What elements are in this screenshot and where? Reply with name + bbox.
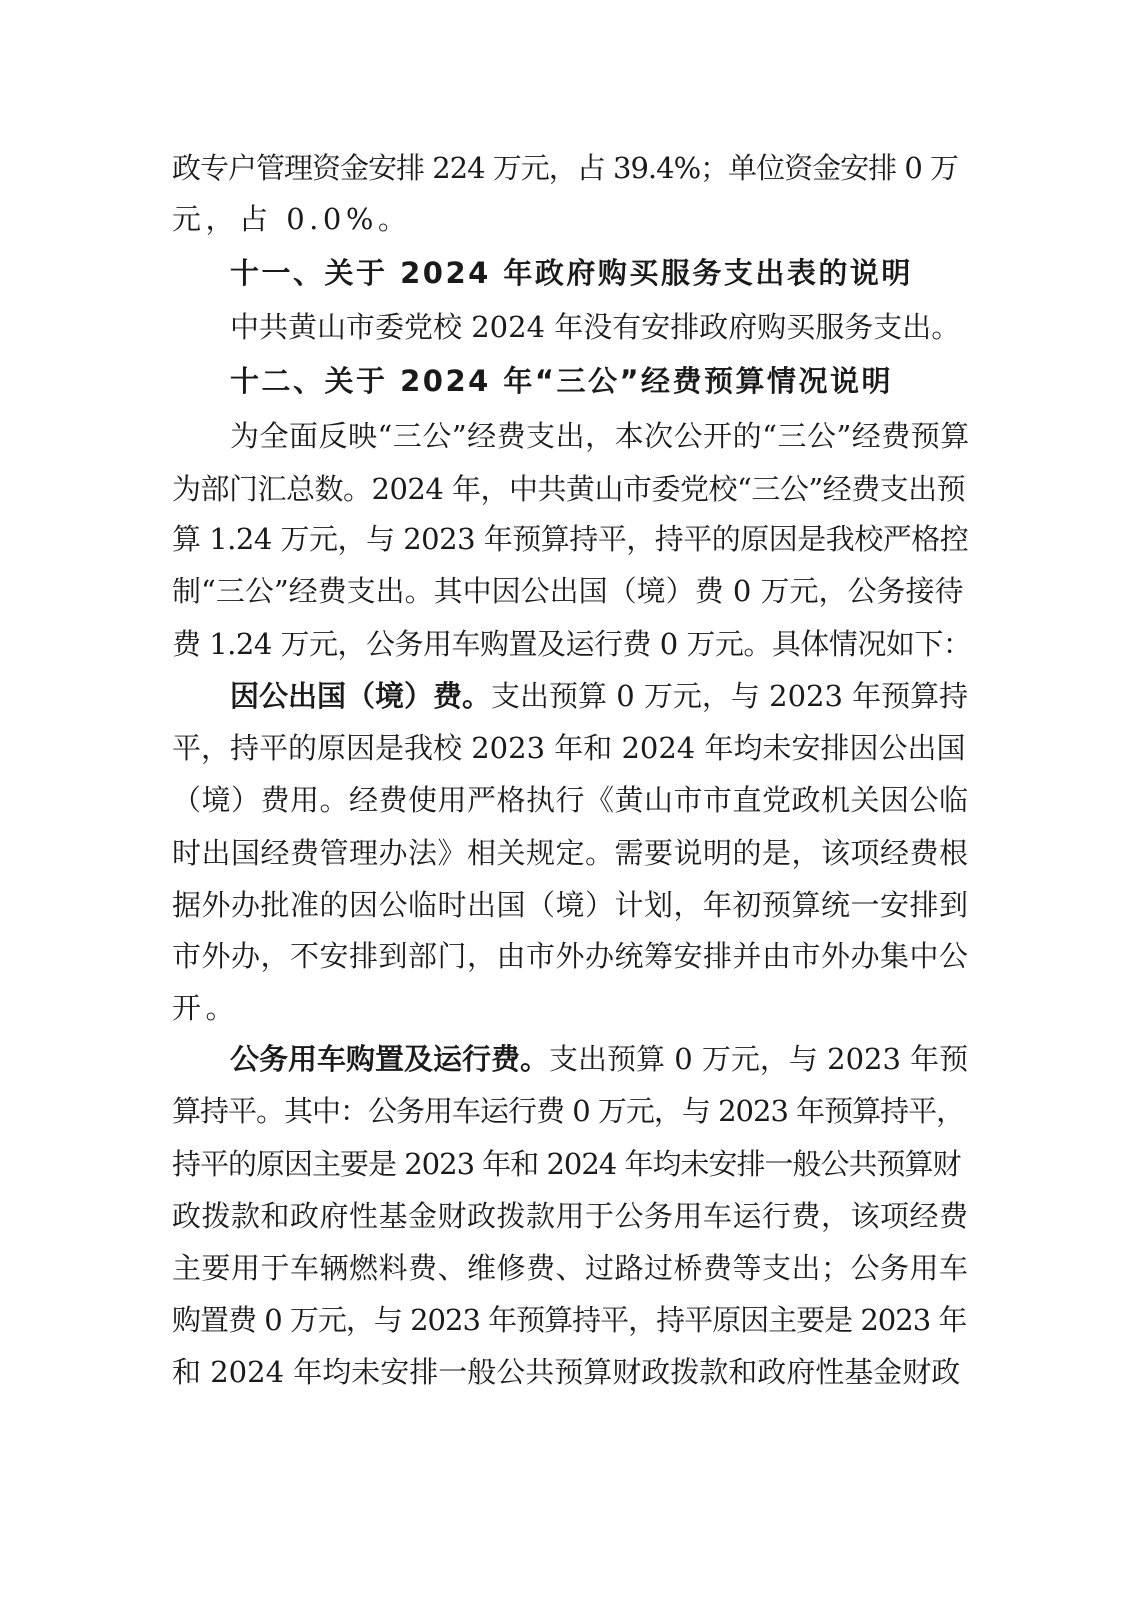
- line-text: 为全面反映“三公”经费支出，本次公开的“三公”经费预算: [230, 419, 970, 453]
- line-text: 购置费 0 万元，与 2023 年预算持平，持平原因主要是 2023 年: [172, 1303, 967, 1337]
- paragraph-line: [172, 461, 972, 517]
- line-text: 支出预算 0 万元，与 2023 年预算持: [491, 679, 969, 713]
- line-text: 据外办批准的因公临时出国（境）计划，年初预算统一安排到: [172, 888, 969, 922]
- line-text: 时出国经费管理办法》相关规定。需要说明的是，该项经费根: [172, 836, 969, 870]
- line-text: 支出预算 0 万元，与 2023 年预: [549, 1042, 969, 1076]
- paragraph-line: [230, 1031, 972, 1087]
- paragraph-line: [172, 1240, 972, 1296]
- section-heading-12: [230, 353, 972, 409]
- line-text: 中共黄山市委党校 2024 年没有安排政府购买服务支出。: [230, 310, 961, 344]
- line-text: 平，持平的原因是我校 2023 年和 2024 年均未安排因公出国: [172, 731, 966, 765]
- section-heading-11: [230, 245, 972, 301]
- paragraph-line: [172, 1344, 972, 1400]
- paragraph-line: [172, 1083, 972, 1139]
- paragraph-line: [172, 720, 972, 776]
- paragraph-line: [172, 980, 972, 1036]
- heading-text: 十二、关于 2024 年“三公”经费预算情况说明: [230, 364, 894, 398]
- paragraph-line: [172, 1292, 972, 1348]
- paragraph-line: [172, 563, 972, 619]
- line-text: 算持平。其中：公务用车运行费 0 万元，与 2023 年预算持平，: [172, 1094, 965, 1128]
- line-text: 费 1.24 万元，公务用车购置及运行费 0 万元。具体情况如下：: [172, 627, 972, 661]
- bold-lead-in: 因公出国（境）费。: [230, 679, 492, 713]
- line-text: 开。: [172, 991, 240, 1025]
- paragraph-line: [172, 772, 972, 828]
- line-text: 制“三公”经费支出。其中因公出国（境）费 0 万元，公务接待: [172, 574, 964, 608]
- paragraph-line: [230, 668, 972, 724]
- paragraph-line: [172, 140, 972, 196]
- paragraph-line: [172, 616, 972, 672]
- line-text: 政专户管理资金安排 224 万元，占 39.4%；单位资金安排 0 万: [172, 151, 959, 185]
- line-text: （境）费用。经费使用严格执行《黄山市市直党政机关因公临: [172, 783, 969, 817]
- line-text: 为部门汇总数。2024 年，中共黄山市委党校“三公”经费支出预: [172, 472, 966, 506]
- paragraph-line: [172, 825, 972, 881]
- paragraph-line: [230, 408, 972, 464]
- line-text: 持平的原因主要是 2023 年和 2024 年均未安排一般公共预算财: [172, 1147, 961, 1181]
- line-text: 和 2024 年均未安排一般公共预算财政拨款和政府性基金财政: [172, 1355, 961, 1389]
- line-text: 市外办，不安排到部门，由市外办统筹安排并由市外办集中公: [172, 939, 969, 973]
- paragraph-line: [172, 877, 972, 933]
- paragraph-line: [172, 1188, 972, 1244]
- paragraph-line: [230, 299, 972, 355]
- line-text: 主要用于车辆燃料费、维修费、过路过桥费等支出；公务用车: [172, 1251, 969, 1285]
- line-text: 算 1.24 万元，与 2023 年预算持平，持平的原因是我校严格控: [172, 522, 969, 556]
- paragraph-line: [172, 1136, 972, 1192]
- paragraph-line: [172, 191, 972, 247]
- bold-lead-in: 公务用车购置及运行费。: [230, 1042, 550, 1076]
- line-text: 元，占 0.0%。: [172, 202, 412, 236]
- paragraph-line: [172, 511, 972, 567]
- heading-text: 十一、关于 2024 年政府购买服务支出表的说明: [230, 256, 913, 290]
- line-text: 政拨款和政府性基金财政拨款用于公务用车运行费，该项经费: [172, 1199, 969, 1233]
- paragraph-line: [172, 928, 972, 984]
